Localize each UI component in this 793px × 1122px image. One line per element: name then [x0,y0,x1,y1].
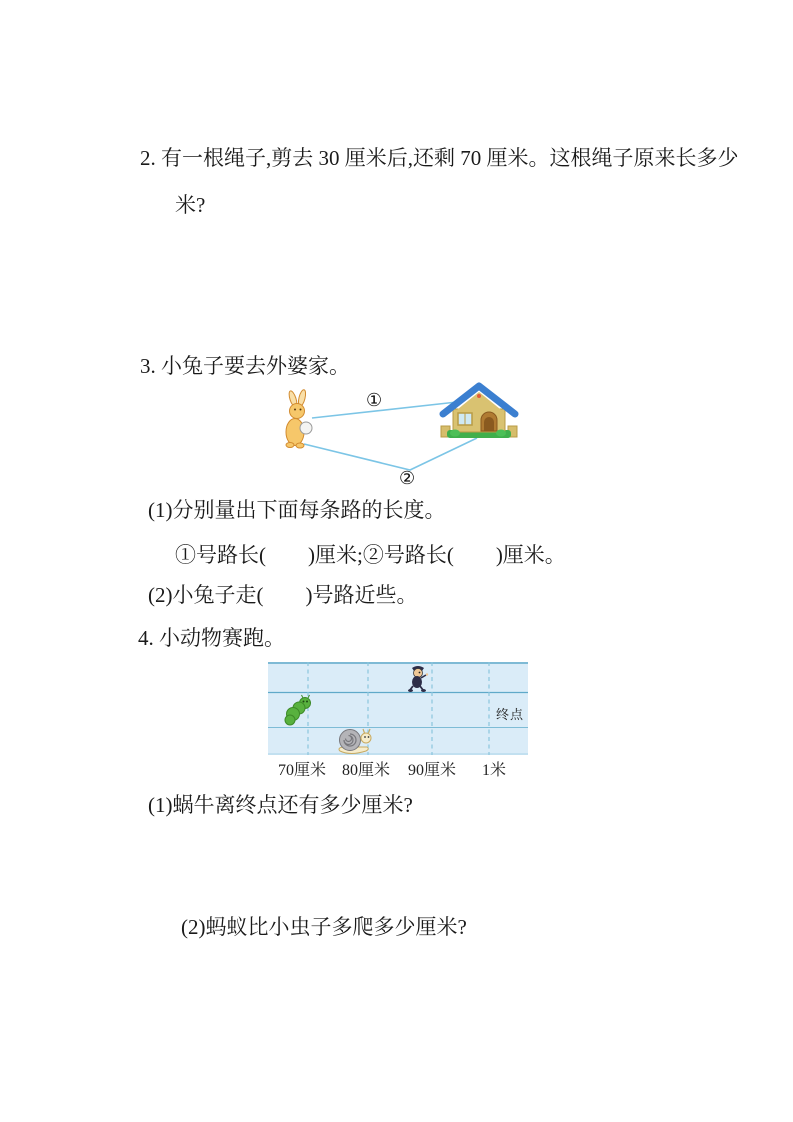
q4-sub2-text: (2)蚂蚁比小虫子多爬多少厘米? [181,915,467,939]
tick-label-90cm: 90厘米 [407,762,457,779]
track-axis-labels [268,757,528,779]
route-1-label: ① [366,390,383,410]
q3-fill-line: ①号路长( )厘米;②号路长( )厘米。 [175,543,566,567]
q3-sub2-text: (2)小兔子走( )号路近些。 [148,583,418,607]
q3-route-diagram [268,378,530,498]
snail-icon [339,729,371,754]
route-1-line [312,402,457,418]
race-track-canvas [268,662,528,755]
q4-sub1-text: (1)蜗牛离终点还有多少厘米? [148,793,413,817]
q3-sub1-text: (1)分别量出下面每条路的长度。 [148,498,446,522]
finish-label: 终点 [496,707,525,722]
route-2-label: ② [399,468,416,488]
route-2-line [304,438,477,470]
q3-title: 3. 小兔子要去外婆家。 [140,354,350,378]
tick-label-1m: 1米 [481,762,507,779]
q2-text-line1: 2. 有一根绳子,剪去 30 厘米后,还剩 70 厘米。这根绳子原来长多少 [140,146,739,170]
q4-title: 4. 小动物赛跑。 [138,626,285,650]
q2-text-line2: 米? [175,193,206,217]
race-track-diagram [268,662,528,755]
rabbit-icon [286,389,312,448]
tick-label-80cm: 80厘米 [341,762,391,779]
tick-label-70cm: 70厘米 [277,762,327,779]
house-icon [441,386,517,438]
